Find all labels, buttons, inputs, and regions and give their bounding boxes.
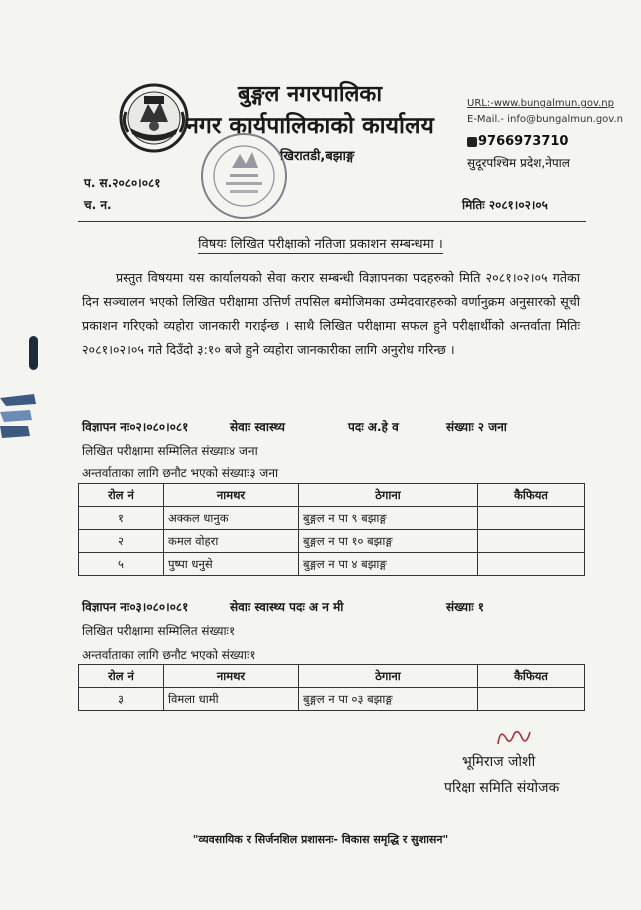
remarks-cell (478, 507, 585, 530)
results-table-1 (78, 483, 585, 576)
results-table-2 (78, 664, 585, 711)
section-2-service: सेवाः स्वास्थ्य पदः अ न मी (230, 600, 344, 614)
address-cell: बुङ्गल न पा १० बझाङ्ग (299, 530, 478, 553)
roll-cell: १ (79, 507, 164, 530)
col-roll: रोल नं (79, 484, 164, 507)
roll-cell: ३ (79, 688, 164, 711)
remarks-cell (478, 530, 585, 553)
col-name: नामथर (164, 665, 299, 688)
subject-line (0, 234, 641, 252)
org-name-line1: बुङ्गल नगरपालिका (237, 82, 383, 107)
table-row (79, 530, 585, 553)
section-1-service: सेवाः स्वास्थ्य (230, 420, 285, 434)
notice-body: प्रस्तुत विषयमा यस कार्यालयको सेवा करार सम्बन्धी विज्ञापनका पदहरुको मिति २०८१।०२।०५ गतेका दिन सञ्चालन भएको लिखित परीक्षामा उत्तिर्ण तपसिल बमोजिमका उम्मेदवारहरुको वर्णानुक्रम अनुसारको सूची प्रकाशन गरिएको व्यहोरा जानकारी गराईन्छ । साथै लिखित परीक्षामा सफल हुने परीक्षार्थीको अन्तर्वाता मितिः २०८१।०२।०५ गते दिउँदो ३:१० बजे हुने व्यहोरा जानकारीका लागि अनुरोध गरिन्छ । (82, 270, 580, 357)
letter-reference-number: प. स.२०८०।०८१ (84, 176, 161, 190)
address-cell: बुङ्गल न पा ४ बझाङ्ग (299, 553, 478, 576)
col-address: ठेगाना (299, 665, 478, 688)
name-cell: अक्कल धानुक (164, 507, 299, 530)
dispatch-number: च. न. (84, 198, 112, 212)
address-cell: बुङ्गल न पा ९ बझाङ्ग (299, 507, 478, 530)
table-header-row (79, 665, 585, 688)
col-roll: रोल नं (79, 665, 164, 688)
name-cell: कमल वोहरा (164, 530, 299, 553)
header-divider (78, 221, 586, 222)
footer-slogan: "व्यवसायिक र सिर्जनशिल प्रशासनः- विकास समृद्धि र सुशासन" (192, 833, 449, 846)
punch-hole (29, 336, 38, 370)
section-2-vacancy: विज्ञापन नः०३।०८०।०८१ (82, 600, 189, 614)
col-remarks: कैफियत (478, 665, 585, 688)
address-cell: बुङ्गल न पा ०३ बझाङ्ग (299, 688, 478, 711)
section-1-vacancy: विज्ञापन नः०२।०८०।०८१ (82, 420, 189, 434)
section-2-count: संख्याः १ (446, 600, 485, 614)
email-link[interactable]: E-Mail.- info@bungalmun.gov.n (467, 114, 623, 125)
org-name-line2: नगर कार्यपालिकाको कार्यालय (186, 113, 434, 139)
phone-icon (467, 137, 477, 147)
phone-number: 9766973710 (478, 134, 569, 149)
signatory-role: परिक्षा समिति संयोजक (444, 780, 560, 796)
org-location: खिरातडी,बझाङ्ग (280, 149, 355, 164)
binder-clip (0, 390, 38, 446)
section-2-appeared: लिखित परीक्षामा सम्मिलित संख्याः१ (82, 624, 236, 638)
table-row (79, 553, 585, 576)
website-link[interactable]: URL:-www.bungalmun.gov.np (467, 98, 614, 109)
section-1-shortlisted: अन्तर्वाताका लागि छनौट भएको संख्याः३ जना (82, 466, 279, 480)
remarks-cell (478, 553, 585, 576)
remarks-cell (478, 688, 585, 711)
province-name: सुदूरपश्चिम प्रदेश,नेपाल (467, 156, 570, 170)
table-row (79, 688, 585, 711)
col-name: नामथर (164, 484, 299, 507)
section-1-post: पदः अ.हे व (348, 420, 399, 434)
col-address: ठेगाना (299, 484, 478, 507)
roll-cell: ५ (79, 553, 164, 576)
signature-mark-icon (494, 724, 534, 750)
section-1-appeared: लिखित परीक्षामा सम्मिलित संख्याः४ जना (82, 444, 258, 458)
roll-cell: २ (79, 530, 164, 553)
subject-text: विषयः लिखित परीक्षाको नतिजा प्रकाशन सम्बन्धमा । (198, 237, 443, 252)
office-stamp-icon (196, 128, 292, 224)
table-row (79, 507, 585, 530)
col-remarks: कैफियत (478, 484, 585, 507)
section-2-shortlisted: अन्तर्वाताका लागि छनौट भएको संख्याः१ (82, 648, 256, 662)
letter-date: मितिः २०८१।०२।०५ (462, 198, 548, 212)
name-cell: पुष्पा धनुसे (164, 553, 299, 576)
table-header-row (79, 484, 585, 507)
name-cell: विमला धामी (164, 688, 299, 711)
signatory-name: भूमिराज जोशी (462, 754, 536, 770)
section-1-count: संख्याः २ जना (446, 420, 507, 434)
